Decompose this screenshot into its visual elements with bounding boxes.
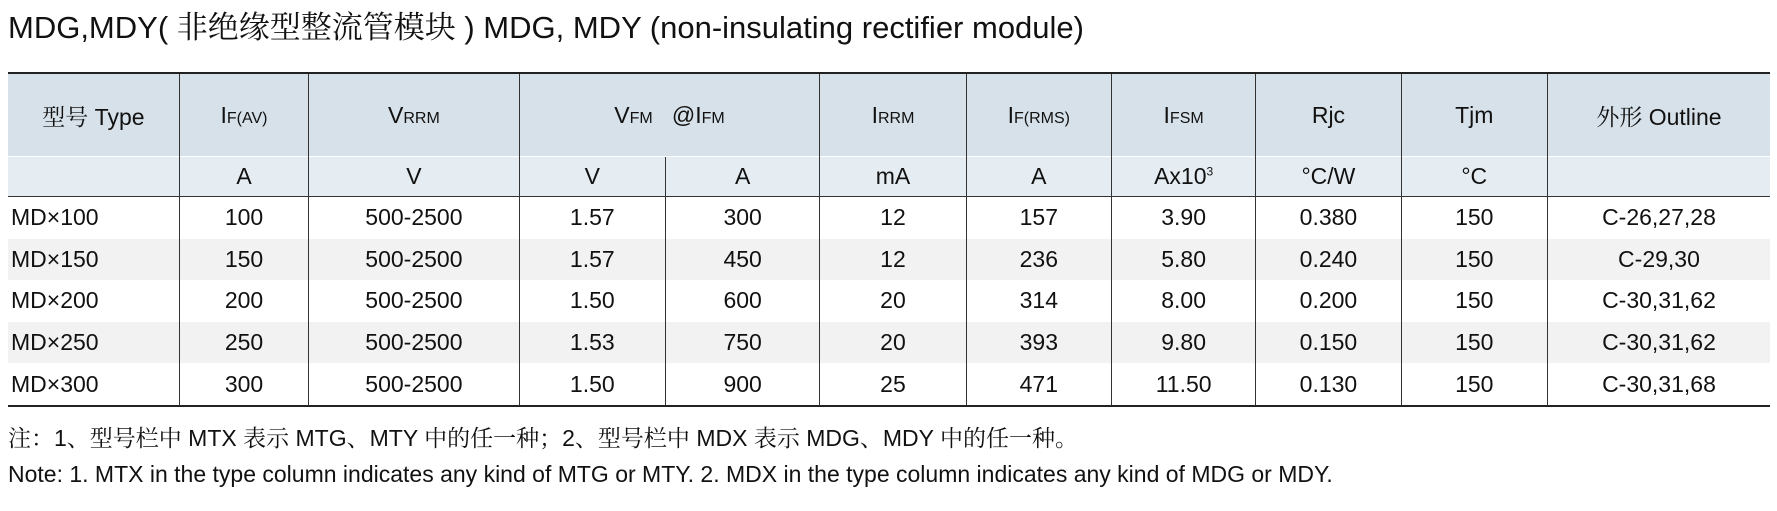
note-chinese: 注：1、型号栏中 MTX 表示 MTG、MTY 中的任一种；2、型号栏中 MDX 表示 MDG、MDY 中的任一种。 bbox=[8, 425, 1078, 451]
cell-type: MD×150 bbox=[8, 239, 179, 281]
cell-rjc: 0.150 bbox=[1256, 322, 1401, 364]
cell-outline: C-30,31,68 bbox=[1547, 363, 1770, 406]
table-row bbox=[8, 280, 1770, 322]
cell-tjm: 150 bbox=[1401, 363, 1547, 406]
unit-outline bbox=[1547, 157, 1770, 197]
table-row bbox=[8, 363, 1770, 406]
cell-rjc: 0.240 bbox=[1256, 239, 1401, 281]
cell-ifsm: 11.50 bbox=[1111, 363, 1255, 406]
unit-rjc: °C/W bbox=[1256, 157, 1401, 197]
cell-outline: C-30,31,62 bbox=[1547, 280, 1770, 322]
cell-ifsm: 9.80 bbox=[1111, 322, 1255, 364]
cell-vfm: 1.50 bbox=[519, 363, 665, 406]
header-if-rms: IF(RMS) bbox=[966, 73, 1111, 157]
cell-vfm: 1.53 bbox=[519, 322, 665, 364]
cell-ifm: 900 bbox=[665, 363, 819, 406]
cell-ifm: 600 bbox=[665, 280, 819, 322]
header-row bbox=[8, 73, 1770, 157]
cell-rjc: 0.130 bbox=[1256, 363, 1401, 406]
cell-vfm: 1.57 bbox=[519, 239, 665, 281]
cell-vfm: 1.57 bbox=[519, 197, 665, 239]
spec-table bbox=[8, 72, 1770, 407]
cell-outline: C-29,30 bbox=[1547, 239, 1770, 281]
cell-ifsm: 5.80 bbox=[1111, 239, 1255, 281]
cell-rjc: 0.200 bbox=[1256, 280, 1401, 322]
header-type: 型号 Type bbox=[8, 73, 179, 157]
header-vfm: VFM @IFM bbox=[519, 73, 820, 157]
header-tjm: Tjm bbox=[1401, 73, 1547, 157]
header-rjc: Rjc bbox=[1256, 73, 1401, 157]
cell-type: MD×200 bbox=[11, 287, 99, 314]
cell-vfm: 1.50 bbox=[519, 280, 665, 322]
cell-tjm: 150 bbox=[1401, 197, 1547, 239]
cell-type: MD×250 bbox=[8, 322, 179, 364]
cell-type: MD×300 bbox=[11, 370, 99, 397]
cell-vrrm: 500-2500 bbox=[309, 322, 519, 364]
cell-tjm: 150 bbox=[1401, 239, 1547, 281]
cell-vrrm: 500-2500 bbox=[309, 239, 519, 281]
cell-irrm: 20 bbox=[820, 280, 966, 322]
cell-if-rms: 236 bbox=[966, 239, 1111, 281]
cell-irrm: 12 bbox=[820, 239, 966, 281]
unit-ifsm: $Ax10^3$ bbox=[1111, 157, 1255, 197]
cell-if-rms: 393 bbox=[966, 322, 1111, 364]
header-ifsm: IFSM bbox=[1111, 73, 1255, 157]
unit-irrm: mA bbox=[820, 157, 966, 197]
cell-vrrm: 500-2500 bbox=[309, 280, 519, 322]
cell-type: MD×100 bbox=[11, 204, 99, 231]
cell-rjc: 0.380 bbox=[1256, 197, 1401, 239]
cell-ifsm: 3.90 bbox=[1111, 197, 1255, 239]
table-row bbox=[8, 239, 1770, 281]
cell-vrrm: 500-2500 bbox=[309, 363, 519, 406]
header-outline: 外形 Outline bbox=[1547, 73, 1770, 157]
unit-ifm: A bbox=[665, 157, 819, 197]
cell-if-av: 200 bbox=[179, 280, 308, 322]
header-vrrm: VRRM bbox=[309, 73, 519, 157]
page-title: MDG,MDY( 非绝缘型整流管模块 ) MDG, MDY (non-insulating rectifier module) bbox=[8, 10, 1084, 45]
cell-if-rms: 314 bbox=[966, 280, 1111, 322]
header-irrm: IRRM bbox=[820, 73, 966, 157]
cell-tjm: 150 bbox=[1401, 280, 1547, 322]
cell-outline: C-30,31,62 bbox=[1547, 322, 1770, 364]
cell-ifm: 300 bbox=[665, 197, 819, 239]
cell-if-rms: 471 bbox=[966, 363, 1111, 406]
unit-type bbox=[8, 157, 179, 197]
cell-if-av: 100 bbox=[179, 197, 308, 239]
table-row bbox=[8, 322, 1770, 364]
table-row bbox=[8, 197, 1770, 239]
cell-ifm: 750 bbox=[665, 322, 819, 364]
cell-ifm: 450 bbox=[665, 239, 819, 281]
unit-row bbox=[8, 157, 1770, 197]
unit-vrrm: V bbox=[309, 157, 519, 197]
unit-tjm: °C bbox=[1401, 157, 1547, 197]
header-if-av: IF(AV) bbox=[179, 73, 308, 157]
cell-irrm: 12 bbox=[820, 197, 966, 239]
note-english: Note: 1. MTX in the type column indicates any kind of MTG or MTY. 2. MDX in the type column indicates any kind of MDG or MDY. bbox=[8, 461, 1333, 487]
cell-if-av: 150 bbox=[179, 239, 308, 281]
cell-irrm: 20 bbox=[820, 322, 966, 364]
cell-irrm: 25 bbox=[820, 363, 966, 406]
cell-outline: C-26,27,28 bbox=[1547, 197, 1770, 239]
unit-if-av: A bbox=[179, 157, 308, 197]
cell-tjm: 150 bbox=[1401, 322, 1547, 364]
cell-ifsm: 8.00 bbox=[1111, 280, 1255, 322]
unit-if-rms: A bbox=[966, 157, 1111, 197]
cell-if-av: 250 bbox=[179, 322, 308, 364]
unit-vfm: V bbox=[519, 157, 665, 197]
cell-if-rms: 157 bbox=[966, 197, 1111, 239]
cell-vrrm: 500-2500 bbox=[309, 197, 519, 239]
cell-if-av: 300 bbox=[179, 363, 308, 406]
